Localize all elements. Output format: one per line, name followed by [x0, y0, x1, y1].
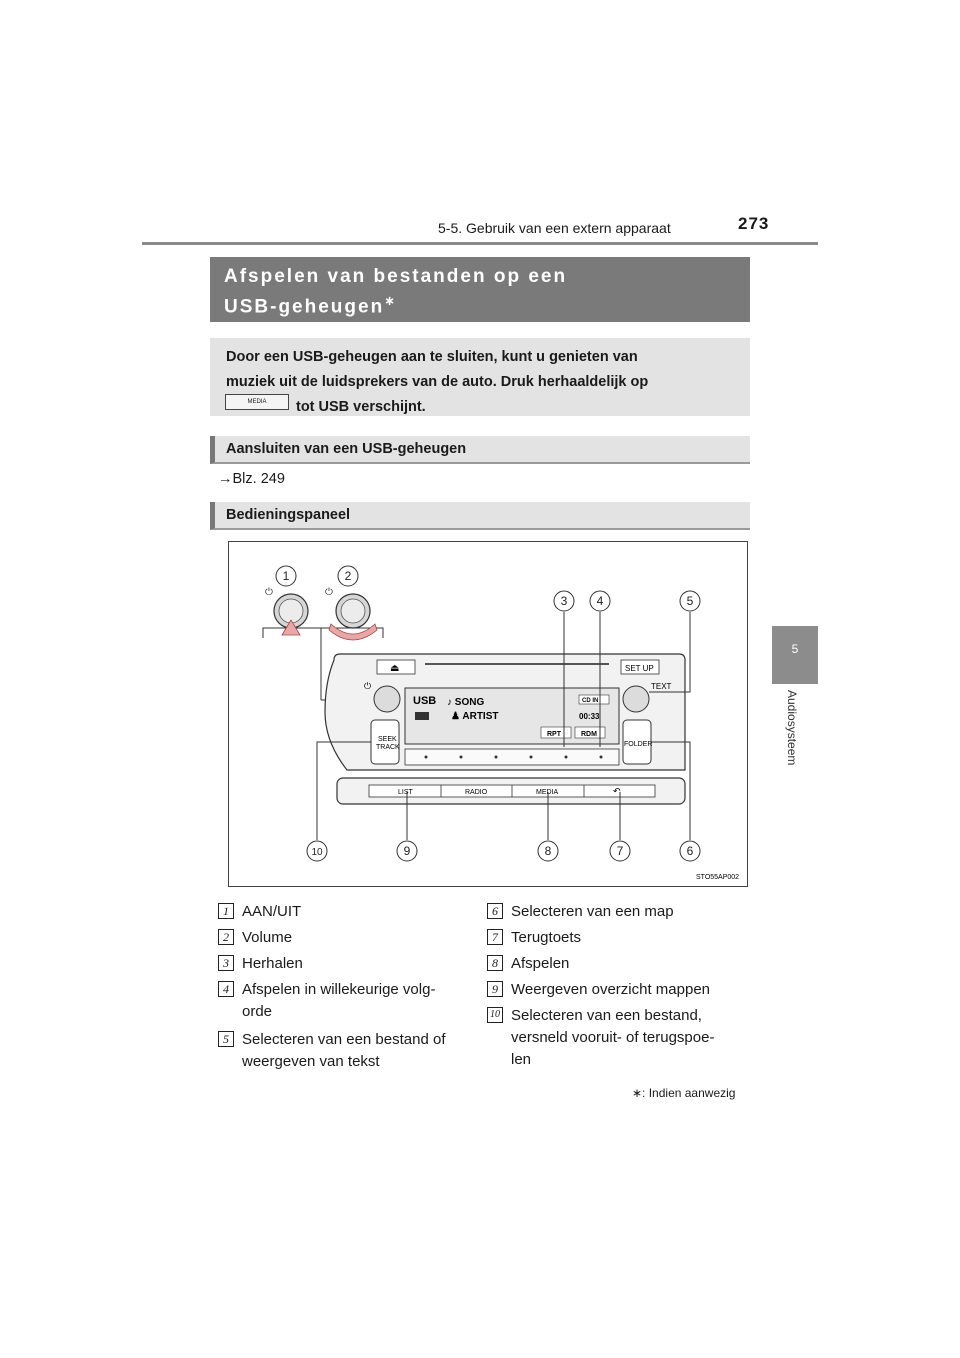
legend-text-10b: versneld vooruit- of terugspoe-: [511, 1029, 715, 1046]
chapter-label: Audiosysteem: [785, 690, 799, 766]
display-source: USB: [413, 695, 437, 707]
legend-num-7: 7: [487, 929, 503, 945]
display-cd-in: CD IN: [582, 698, 599, 704]
footnote: ∗: Indien aanwezig: [632, 1086, 736, 1100]
text-label: TEXT: [651, 682, 672, 691]
figure-code: STO55AP002: [696, 874, 740, 881]
legend-text-4: Afspelen in willekeurige volg-: [242, 981, 436, 998]
legend-num-4: 4: [218, 981, 234, 997]
legend-num-2: 2: [218, 929, 234, 945]
list-button-label: LIST: [398, 789, 413, 796]
display-time: 00:33: [579, 712, 600, 721]
legend-item-10: [487, 1006, 752, 1072]
callout-1-label: 1: [282, 569, 290, 583]
intro-box: [210, 338, 750, 416]
setup-label: SET UP: [625, 664, 654, 673]
legend-num-10: 10: [487, 1007, 503, 1023]
callout-4-label: 4: [596, 594, 604, 608]
legend-num-9: 9: [487, 981, 503, 997]
optional-mark: ∗: [384, 293, 398, 308]
radio-button-label: RADIO: [465, 789, 488, 796]
unit-power-knob: [374, 686, 400, 712]
callout-10-label: 10: [311, 847, 323, 858]
callout-9-label: 9: [403, 844, 411, 858]
display-song: ♪ SONG: [447, 697, 485, 708]
display-rpt: RPT: [547, 731, 561, 738]
callout-2-label: 2: [344, 569, 352, 583]
page-reference: →Blz. 249: [218, 471, 285, 487]
unit-tune-knob: [623, 686, 649, 712]
legend-text-7: Terugtoets: [511, 929, 582, 946]
svg-text:⏻: ⏻: [265, 587, 273, 598]
section-title-line1: Afspelen van bestanden op een: [224, 266, 568, 287]
intro-line3: tot USB verschijnt.: [296, 399, 426, 415]
legend-text-5b: weergeven van tekst: [242, 1053, 380, 1070]
section-title: [210, 257, 750, 322]
legend-text-10c: len: [511, 1051, 532, 1068]
legend-item-5: [218, 1030, 478, 1074]
legend-text-2: Volume: [242, 929, 293, 946]
control-panel-figure: [228, 541, 748, 887]
legend-text-8: Afspelen: [511, 955, 570, 972]
callout-3-label: 3: [560, 594, 568, 608]
legend-num-8: 8: [487, 955, 503, 971]
callout-7-label: 7: [616, 844, 624, 858]
seek-label: SEEK: [378, 736, 397, 743]
legend-text-4b: orde: [242, 1003, 273, 1020]
legend-num-1: 1: [218, 903, 234, 919]
intro-line1: Door een USB-geheugen aan te sluiten, kunt u genieten van: [226, 349, 638, 365]
preset-buttons: [405, 749, 619, 765]
subsection-title-panel: Bedieningspaneel: [210, 502, 750, 530]
media-button-label: MEDIA: [536, 789, 559, 796]
legend-text-10: Selecteren van een bestand,: [511, 1007, 702, 1024]
legend-text-6: Selecteren van een map: [511, 903, 674, 920]
back-button-label: ↶: [613, 786, 621, 796]
section-title-line2: USB-geheugen: [224, 296, 385, 318]
display-rdm: RDM: [581, 731, 597, 738]
subsection-title-connect: Aansluiten van een USB-geheugen: [210, 436, 750, 464]
legend-item-4: [218, 980, 478, 1024]
legend-num-6: 6: [487, 903, 503, 919]
svg-text:⏻: ⏻: [364, 681, 372, 691]
legend-text-5: Selecteren van een bestand of: [242, 1031, 446, 1048]
legend-num-3: 3: [218, 955, 234, 971]
eject-symbol: ⏏: [390, 663, 400, 674]
legend-text-9: Weergeven overzicht mappen: [511, 981, 710, 998]
folder-label: FOLDER: [624, 741, 653, 748]
media-button-icon: MEDIA: [225, 394, 289, 410]
callout-8-label: 8: [544, 844, 552, 858]
svg-text:⏻: ⏻: [325, 587, 333, 598]
header-divider: [142, 242, 818, 245]
running-header: 5-5. Gebruik van een extern apparaat: [438, 220, 671, 236]
callout-5-label: 5: [686, 594, 694, 608]
chapter-tab: 5: [772, 626, 818, 684]
intro-line2: muziek uit de luidsprekers van de auto. Druk herhaaldelijk op: [226, 374, 649, 390]
legend-text-3: Herhalen: [242, 955, 303, 972]
control-panel-illustration: [229, 542, 747, 886]
track-label: TRACK: [376, 744, 400, 751]
callout-6-label: 6: [686, 844, 694, 858]
legend-num-5: 5: [218, 1031, 234, 1047]
display-artist: ♟ ARTIST: [451, 711, 499, 722]
legend-text-1: AAN/UIT: [242, 903, 302, 920]
page-number: 273: [738, 214, 770, 233]
